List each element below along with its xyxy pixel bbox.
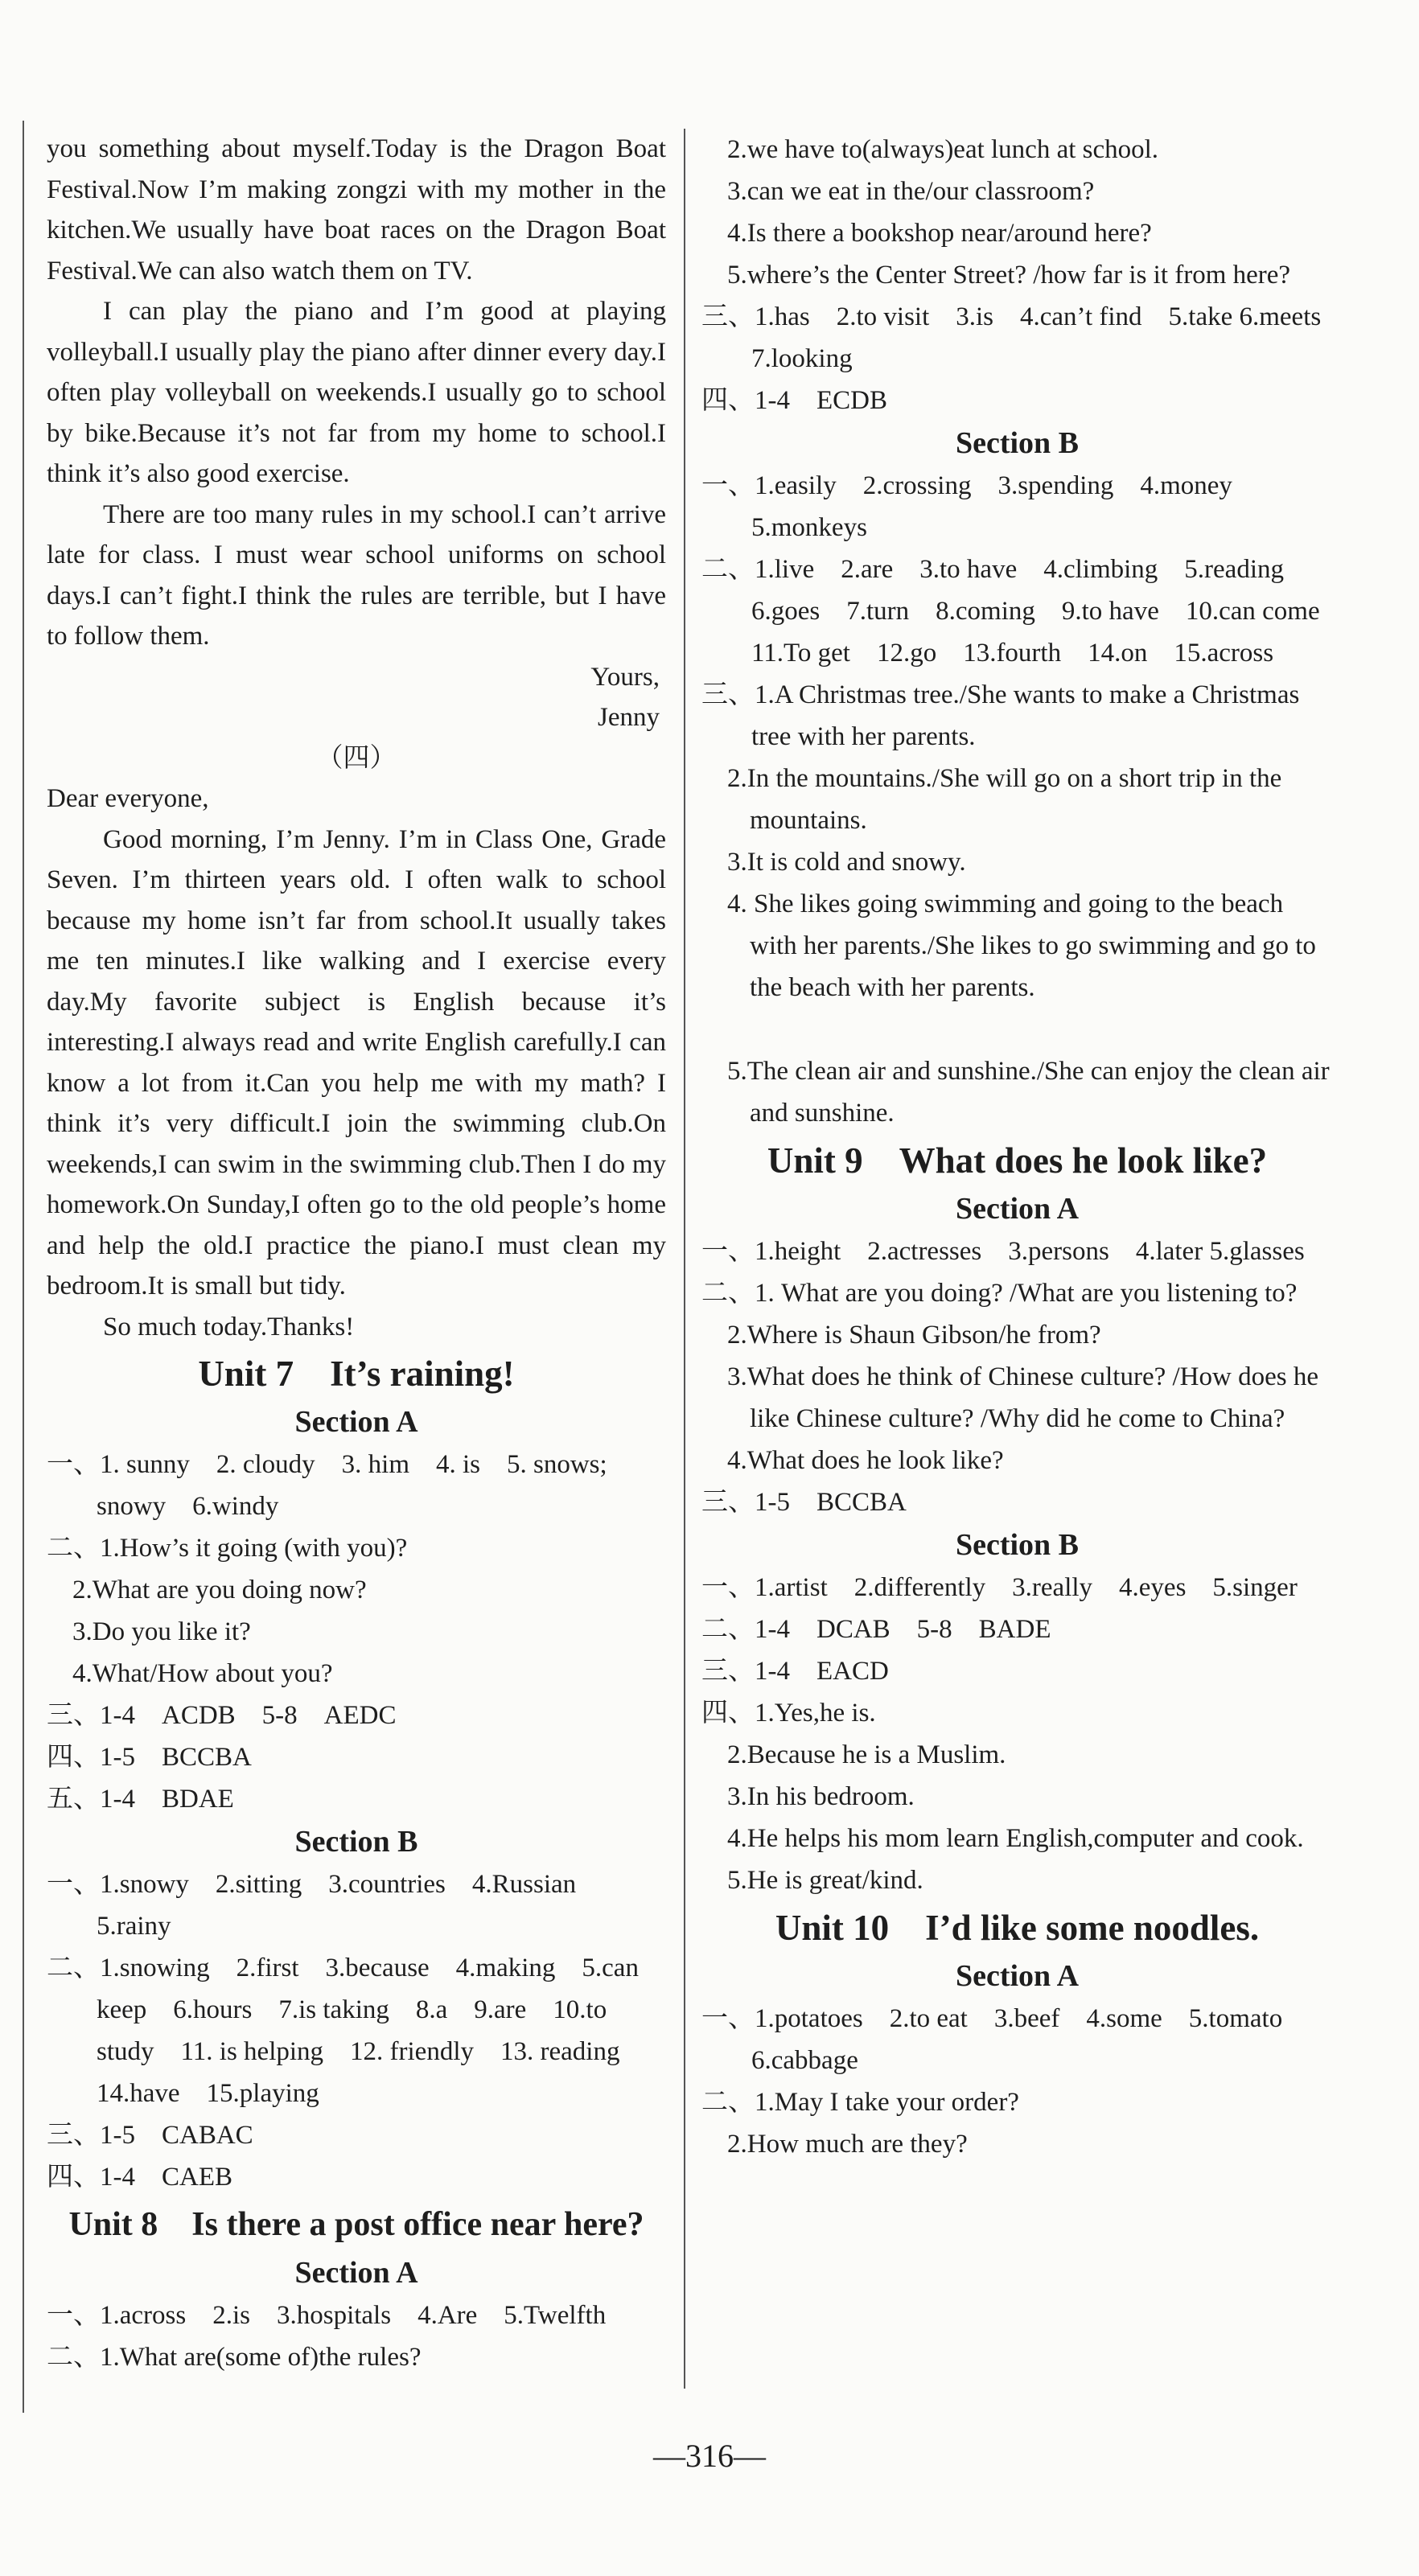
unit8-b-part1: 一、1.easily 2.crossing 3.spending 4.money 5.monkeys bbox=[701, 471, 1232, 542]
unit10-title: Unit 10 I’d like some noodles. bbox=[775, 1908, 1260, 1948]
left-column bbox=[47, 129, 666, 2378]
unit9-b-part2: 二、1-4 DCAB 5-8 BADE bbox=[701, 1615, 1051, 1644]
unit10-a-part2-q2: 2.How much are they? bbox=[727, 2130, 968, 2159]
letter3-paragraph-1: you something about myself.Today is the Dragon Boat Festival.Now I’m making zongzi with my mother in the kitchen.We usually have boat races on the Dragon Boat Festival.We can also watch them on TV. bbox=[47, 134, 666, 286]
unit9-b-part3: 三、1-4 EACD bbox=[701, 1657, 889, 1686]
unit9-b-part4-q2: 2.Because he is a Muslim. bbox=[727, 1740, 1006, 1769]
unit9-a-part2-q3: 3.What does he think of Chinese culture? /How does he like Chinese culture? /Why did he come to China? bbox=[727, 1362, 1318, 1433]
unit7-b-part3: 三、1-5 CABAC bbox=[47, 2121, 253, 2150]
letter3-paragraph-2: I can play the piano and I’m good at playing volleyball.I usually play the piano after dinner every day.I often play volleyball on weekends.I usually go to school by bike.Because it’s not far from my home to school.I think it’s also good exercise. bbox=[47, 297, 666, 488]
letter4-end: So much today.Thanks! bbox=[103, 1312, 355, 1341]
unit8-title: Unit 8 Is there a post office near here? bbox=[68, 2206, 644, 2243]
unit8-a-part2-q5: 5.where’s the Center Street? /how far is it from here? bbox=[727, 261, 1291, 290]
unit7-a-part5: 五、1-4 BDAE bbox=[47, 1785, 234, 1814]
unit7-a-part2-q2: 2.What are you doing now? bbox=[72, 1576, 367, 1604]
unit8-a-part1: 一、1.across 2.is 3.hospitals 4.Are 5.Twelfth bbox=[47, 2301, 607, 2330]
unit8-section-a: Section A bbox=[294, 2256, 418, 2290]
unit8-a-part2-q4: 4.Is there a bookshop near/around here? bbox=[727, 219, 1152, 248]
unit9-b-part4-q3: 3.In his bedroom. bbox=[727, 1782, 915, 1811]
unit9-a-part1: 一、1.height 2.actresses 3.persons 4.later 5.glasses bbox=[701, 1237, 1305, 1266]
unit10-a-part1: 一、1.potatoes 2.to eat 3.beef 4.some 5.tomato 6.cabbage bbox=[701, 2004, 1283, 2075]
spacer bbox=[701, 1009, 1333, 1050]
unit8-b-part3-q1: 三、1.A Christmas tree./She wants to make a Christmas tree with her parents. bbox=[701, 680, 1300, 751]
unit7-a-part1: 一、1. sunny 2. cloudy 3. him 4. is 5. snows; snowy 6.windy bbox=[47, 1450, 607, 1521]
letter4-body: Good morning, I’m Jenny. I’m in Class One, Grade Seven. I’m thirteen years old. I often walk to school because my home isn’t far from school.It usually takes me ten minutes.I like walking and I exercise every day.My favorite subject is English because it’s interesting.I always read and write English carefully.I can know a lot from it.Can you help me with my math? I think it’s very difficult.I join the swimming club.On weekends,I can swim in the swimming club.Then I do my homework.On Sunday,I often go to the old people’s home and help the old.I practice the piano.I must clean my bedroom.It is small but tidy. bbox=[47, 824, 666, 1300]
unit9-section-b: Section B bbox=[955, 1528, 1080, 1562]
unit9-b-part4-q5: 5.He is great/kind. bbox=[727, 1866, 923, 1895]
unit8-section-b: Section B bbox=[955, 426, 1080, 460]
unit7-a-part3: 三、1-4 ACDB 5-8 AEDC bbox=[47, 1701, 397, 1730]
letter4-label: （四） bbox=[316, 743, 397, 773]
unit8-b-part3-q5: 5.The clean air and sunshine./She can enjoy the clean air and sunshine. bbox=[727, 1057, 1330, 1128]
unit8-b-part2: 二、1.live 2.are 3.to have 4.climbing 5.reading 6.goes 7.turn 8.coming 9.to have 10.can come 11.To get 12.go 13.fourth 14.on 15.across bbox=[701, 555, 1320, 668]
unit7-b-part2: 二、1.snowing 2.first 3.because 4.making 5.can keep 6.hours 7.is taking 8.a 9.are 10.to study 11. is helping 12. friendly 13. reading 14.have 15.playing bbox=[47, 1954, 647, 2108]
page-number: —316— bbox=[653, 2438, 766, 2474]
unit8-a-part2: 二、1.What are(some of)the rules? bbox=[47, 2343, 422, 2372]
unit7-b-part1: 一、1.snowy 2.sitting 3.countries 4.Russian 5.rainy bbox=[47, 1870, 603, 1941]
unit9-a-part2-q1: 二、1. What are you doing? /What are you listening to? bbox=[701, 1279, 1298, 1308]
unit9-section-a: Section A bbox=[955, 1192, 1080, 1226]
unit9-b-part4-q4: 4.He helps his mom learn English,computer and cook. bbox=[727, 1824, 1304, 1853]
unit7-title: Unit 7 It’s raining! bbox=[198, 1354, 515, 1394]
unit10-section-a: Section A bbox=[955, 1959, 1080, 1993]
unit9-b-part1: 一、1.artist 2.differently 3.really 4.eyes 5.singer bbox=[701, 1573, 1298, 1602]
unit7-section-a: Section A bbox=[294, 1405, 418, 1439]
unit7-b-part4: 四、1-4 CAEB bbox=[47, 2163, 232, 2192]
unit9-title: Unit 9 What does he look like? bbox=[767, 1140, 1268, 1181]
unit9-a-part3: 三、1-5 BCCBA bbox=[701, 1488, 907, 1517]
unit8-a-part4: 四、1-4 ECDB bbox=[701, 386, 887, 415]
unit8-b-part3-q3: 3.It is cold and snowy. bbox=[727, 848, 966, 877]
unit7-a-part2-q3: 3.Do you like it? bbox=[72, 1617, 251, 1646]
unit9-a-part2-q2: 2.Where is Shaun Gibson/he from? bbox=[727, 1321, 1101, 1350]
letter3-closing: Yours, bbox=[590, 662, 660, 692]
unit7-a-part4: 四、1-5 BCCBA bbox=[47, 1743, 252, 1772]
letter4-greeting: Dear everyone, bbox=[47, 784, 209, 813]
letter3-paragraph-3: There are too many rules in my school.I can’t arrive late for class. I must wear school uniforms on school days.I can’t fight.I think the rules are terrible, but I have to follow them. bbox=[47, 499, 666, 651]
unit8-a-part3: 三、1.has 2.to visit 3.is 4.can’t find 5.take 6.meets 7.looking bbox=[701, 302, 1348, 373]
unit10-a-part2-q1: 二、1.May I take your order? bbox=[701, 2088, 1019, 2117]
column-divider bbox=[684, 129, 685, 2389]
unit9-b-part4-q1: 四、1.Yes,he is. bbox=[701, 1699, 876, 1728]
unit7-section-b: Section B bbox=[294, 1825, 418, 1859]
unit7-a-part2-q4: 4.What/How about you? bbox=[72, 1659, 333, 1688]
unit8-a-part2-q2: 2.we have to(always)eat lunch at school. bbox=[727, 135, 1159, 164]
unit7-a-part2: 二、1.How’s it going (with you)? bbox=[47, 1534, 408, 1563]
unit9-a-part2-q4: 4.What does he look like? bbox=[727, 1446, 1004, 1475]
unit8-a-part2-q3: 3.can we eat in the/our classroom? bbox=[727, 177, 1095, 206]
unit8-b-part3-q2: 2.In the mountains./She will go on a short trip in the mountains. bbox=[727, 764, 1282, 835]
right-column bbox=[701, 129, 1348, 2165]
adjacent-page-edge bbox=[0, 121, 24, 2413]
unit8-b-part3-q4: 4. She likes going swimming and going to the beach with her parents./She likes to go swimming and go to the beach with her parents. bbox=[727, 889, 1316, 1002]
letter3-signature: Jenny bbox=[598, 703, 660, 732]
